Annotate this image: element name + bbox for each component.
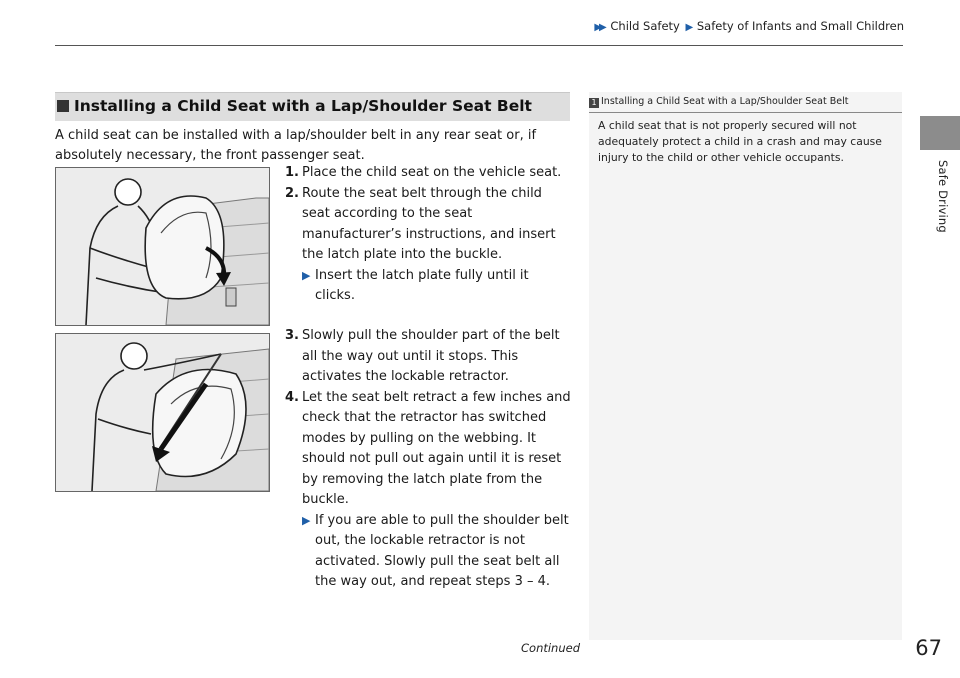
chapter-tab-label: Safe Driving bbox=[936, 160, 950, 233]
step-4 bbox=[285, 388, 571, 511]
arrow-right-icon: ▶ bbox=[302, 513, 311, 527]
sub-note-top bbox=[285, 266, 569, 307]
sub-note-text: Insert the latch plate fully until it clicks. bbox=[315, 267, 529, 303]
step-text: Let the seat belt retract a few inches and check that the retractor has switched modes by pulling on the webbing. It should not pull out again until it is reset by removing the latch plate from the buckle. bbox=[302, 389, 571, 507]
double-chevron-right-icon: ▶▶ bbox=[594, 22, 604, 33]
square-bullet-icon bbox=[57, 100, 69, 112]
note-header-text: Installing a Child Seat with a Lap/Shoulder Seat Belt bbox=[601, 96, 849, 107]
note-body: A child seat that is not properly secured will not adequately protect a child in a crash and may cause injury to the child or other vehicle occupants. bbox=[598, 119, 882, 164]
illustration-pull-belt bbox=[55, 333, 270, 492]
chevron-right-icon: ▶ bbox=[685, 22, 691, 33]
steps-group-bottom bbox=[285, 326, 571, 593]
step-1 bbox=[285, 163, 569, 184]
note-icon: 1 bbox=[589, 98, 599, 108]
header-divider bbox=[55, 45, 903, 46]
breadcrumb-child-safety[interactable]: Child Safety bbox=[610, 19, 680, 33]
step-number: 1. bbox=[285, 165, 299, 180]
continued-label: Continued bbox=[521, 641, 581, 655]
step-text: Route the seat belt through the child seat according to the seat manufacturer’s instructions, and insert the latch plate into the buckle. bbox=[302, 185, 556, 262]
step-text: Slowly pull the shoulder part of the belt all the way out until it stops. This activates the lockable retractor. bbox=[302, 328, 560, 384]
chapter-tab-marker bbox=[920, 116, 960, 150]
step-3 bbox=[285, 326, 571, 388]
page-number: 67 bbox=[915, 636, 942, 660]
breadcrumb bbox=[592, 19, 904, 33]
step-2 bbox=[285, 184, 569, 266]
shoulder-belt-pull-drawing bbox=[56, 334, 269, 491]
arrow-right-icon: ▶ bbox=[302, 268, 311, 282]
steps-group-top bbox=[285, 163, 569, 307]
illustration-install-seat bbox=[55, 167, 270, 326]
breadcrumb-infants[interactable]: Safety of Infants and Small Children bbox=[696, 19, 904, 33]
step-number: 2. bbox=[285, 185, 299, 201]
note-header bbox=[589, 96, 902, 113]
step-text: Place the child seat on the vehicle seat. bbox=[302, 165, 562, 180]
step-number: 4. bbox=[285, 389, 299, 405]
intro-paragraph: A child seat can be installed with a lap/shoulder belt in any rear seat or, if absolutely necessary, the front passenger seat. bbox=[55, 128, 537, 163]
step-number: 3. bbox=[285, 328, 299, 343]
child-seat-install-drawing bbox=[56, 168, 269, 325]
sub-note-text: If you are able to pull the shoulder belt out, the lockable retractor is not activated. Slowly pull the seat belt all the way out, and repeat steps 3 – 4. bbox=[315, 512, 569, 589]
sub-note-bottom bbox=[285, 511, 571, 593]
note-panel bbox=[589, 92, 902, 640]
section-title: Installing a Child Seat with a Lap/Shoulder Seat Belt bbox=[57, 97, 532, 115]
